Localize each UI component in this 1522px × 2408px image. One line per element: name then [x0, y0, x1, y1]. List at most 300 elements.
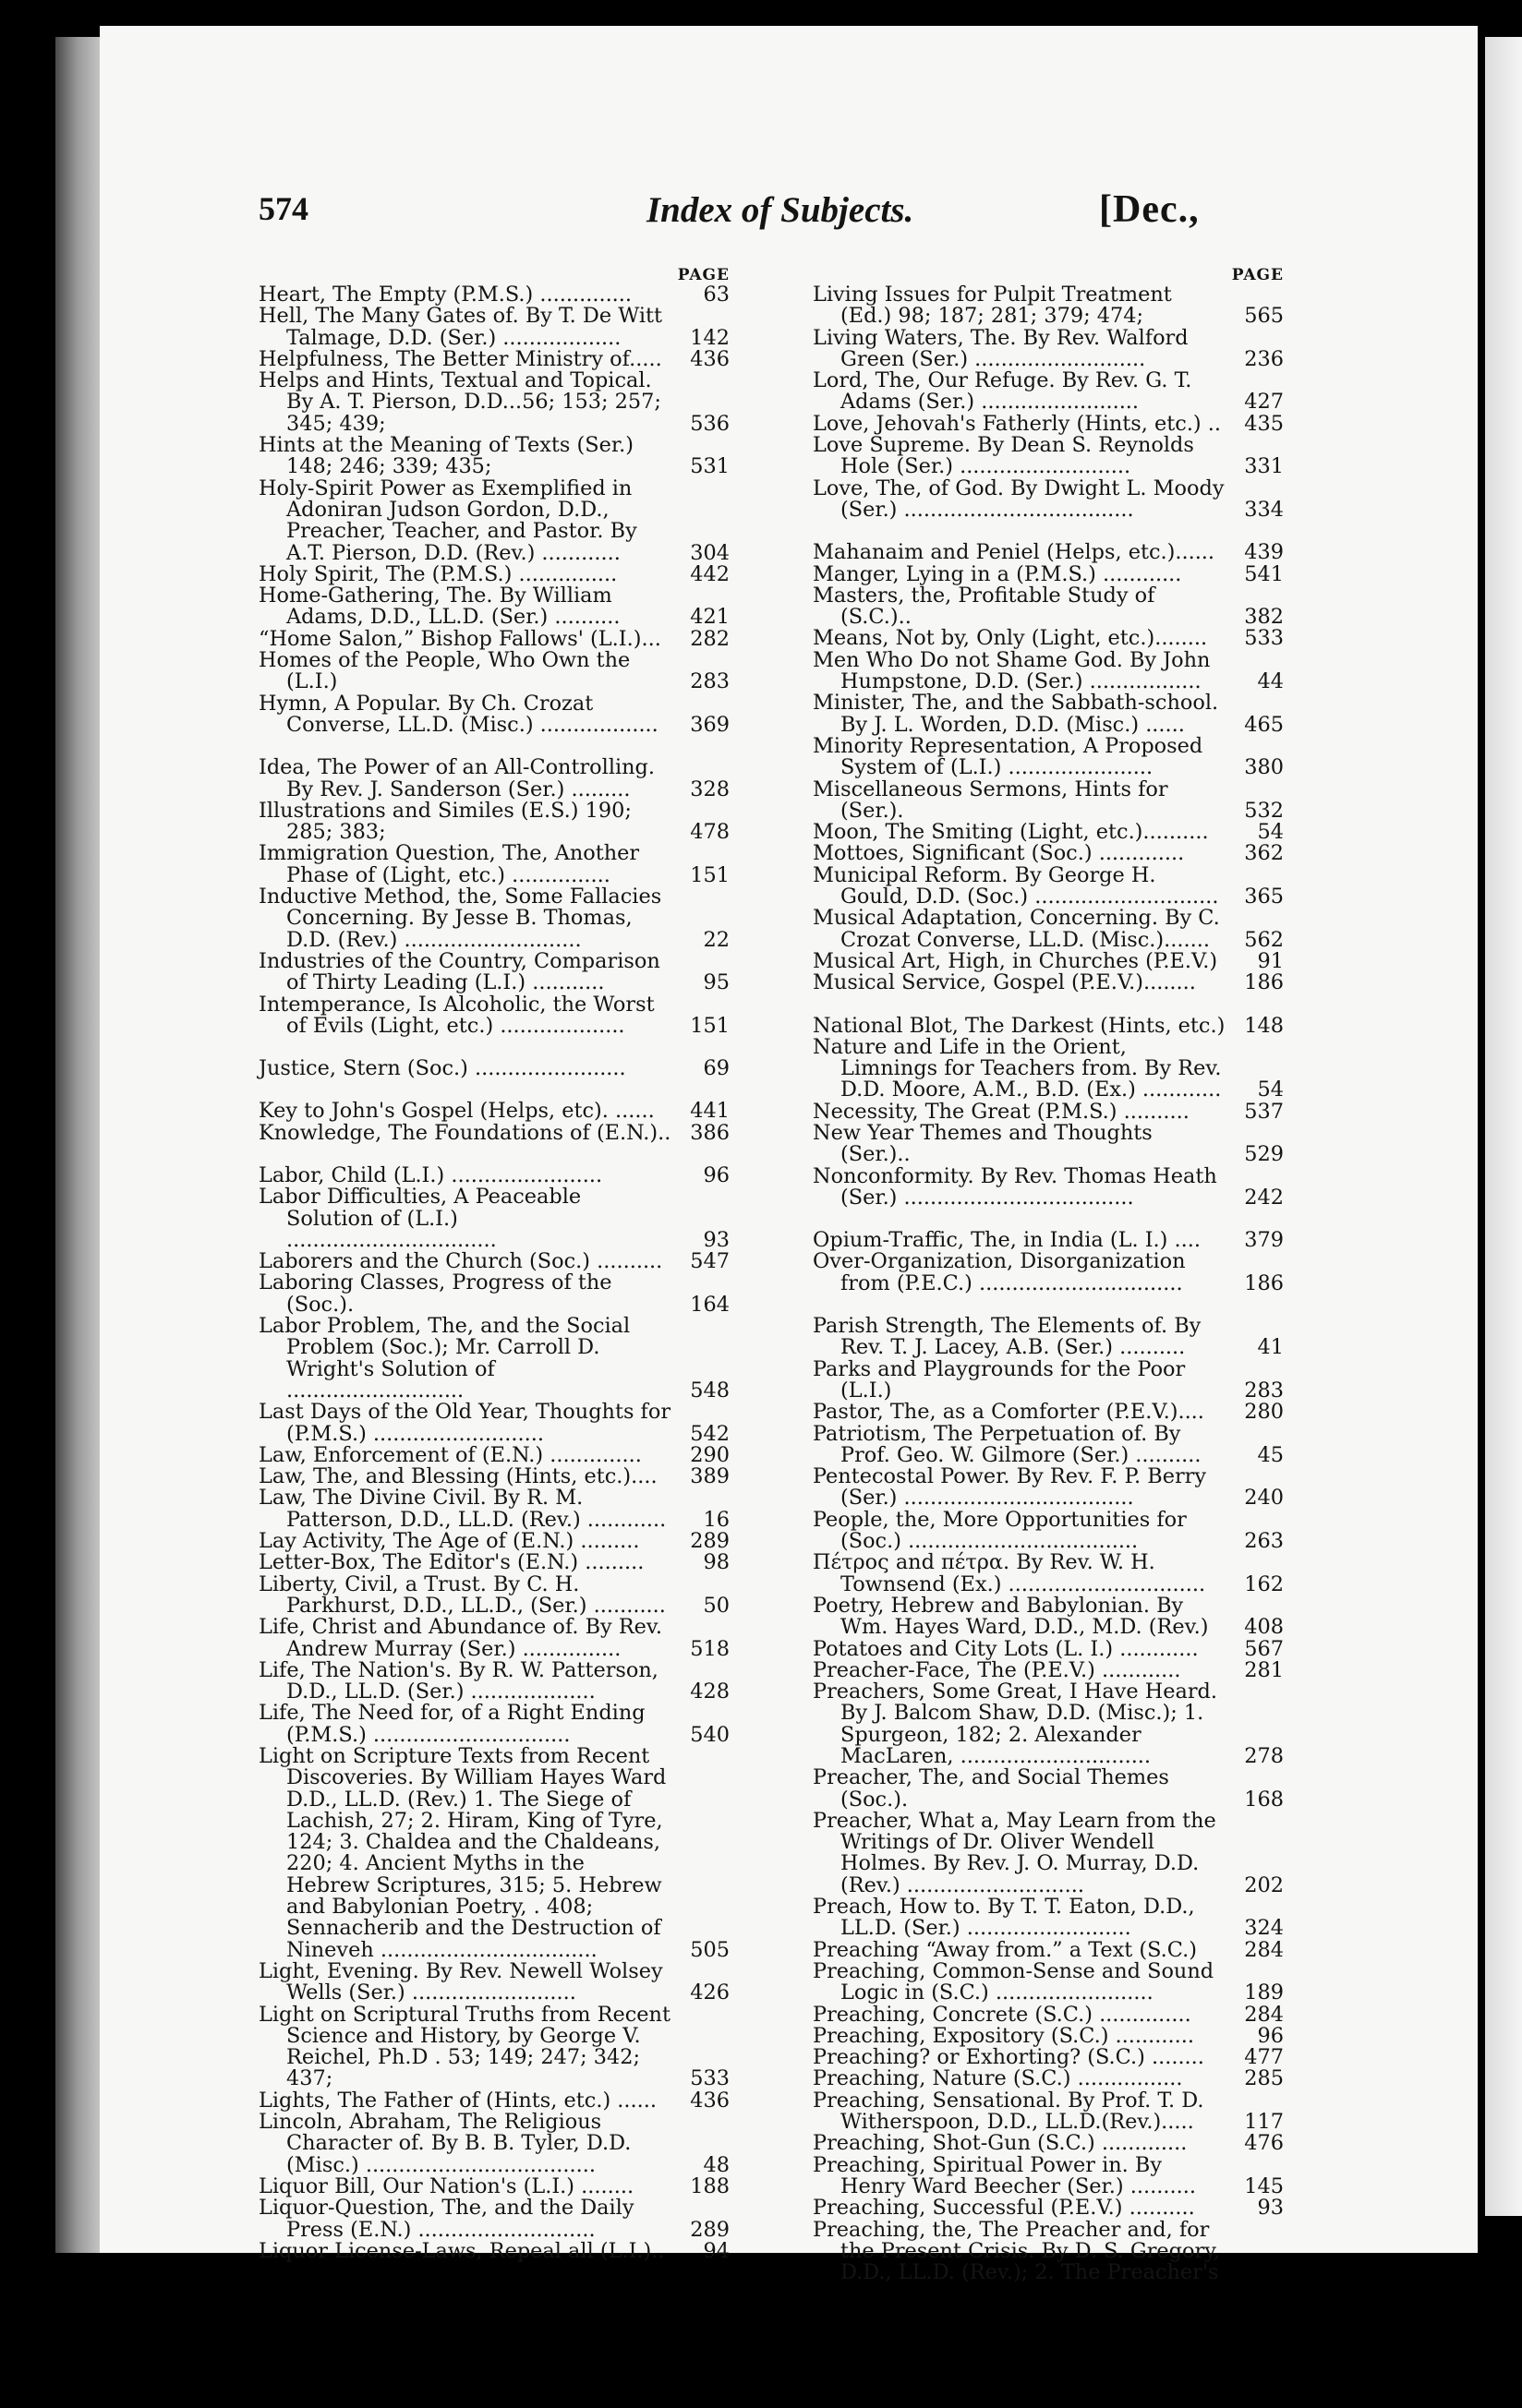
entry-text: Πέτρος and πέτρα. By Rev. W. H. Townsend (Ex.) ..............................	[813, 1550, 1206, 1596]
entry-text: Heart, The Empty (P.M.S.) ..............	[259, 283, 633, 307]
index-column-left	[259, 266, 730, 2262]
index-entry	[259, 798, 730, 845]
index-entry	[813, 435, 1284, 478]
entry-page-number: 408	[1244, 1615, 1284, 1640]
entry-page-number: 289	[690, 1529, 730, 1554]
index-entry	[813, 478, 1284, 522]
entry-page-number: 41	[1257, 1335, 1284, 1360]
entry-page-number: 426	[690, 1981, 730, 2005]
index-entry	[813, 1034, 1284, 1102]
entry-page-number: 282	[690, 626, 730, 651]
entry-text: Preacher-Face, The (P.E.V.) ............	[813, 1657, 1181, 1682]
index-entry	[259, 626, 730, 651]
entry-text: Hymn, A Popular. By Ch. Crozat Converse, LL.D. (Misc.) ..................	[259, 691, 658, 737]
index-entry	[813, 1595, 1284, 1639]
entry-text: Hints at the Meaning of Texts (Ser.) 148; 246; 339; 435;	[259, 433, 634, 479]
entry-page-number: 328	[690, 777, 730, 801]
entry-page-number: 93	[703, 1227, 730, 1252]
entry-page-number: 45	[1257, 1442, 1284, 1467]
entry-page-number: 369	[690, 712, 730, 737]
entry-page-number: 63	[703, 283, 730, 307]
entry-text: Moon, The Smiting (Light, etc.)..........	[813, 820, 1209, 845]
entry-page-number: 304	[690, 540, 730, 565]
entry-page-number: 547	[690, 1249, 730, 1274]
entry-text: Love, Jehovah's Fatherly (Hints, etc.) ..	[813, 411, 1222, 436]
index-entry	[813, 284, 1284, 328]
index-entry	[813, 1896, 1284, 1940]
entry-text: Liquor-Question, The, and the Daily Press (E.N.) ...........................	[259, 2196, 634, 2242]
index-entry	[259, 1571, 730, 1618]
entry-page-number: 284	[1244, 2002, 1284, 2027]
entry-page-number: 91	[1257, 948, 1284, 973]
entry-page-number: 151	[690, 862, 730, 887]
entry-page-number: 331	[1244, 454, 1284, 479]
entry-text: Hell, The Many Gates of. By T. De Witt Talmage, D.D. (Ser.) ..................	[259, 304, 663, 350]
index-entry	[813, 2047, 1284, 2068]
index-entry	[813, 1552, 1284, 1595]
entry-page-number: 439	[1244, 540, 1284, 565]
index-entry	[259, 1746, 730, 1961]
entry-text: Preaching, Shot-Gun (S.C.) .............	[813, 2131, 1188, 2156]
entry-page-number: 278	[1244, 1744, 1284, 1768]
entry-page-number: 477	[1244, 2045, 1284, 2070]
index-entry	[813, 2217, 1284, 2285]
section-gap	[813, 1294, 1284, 1316]
entry-text: Justice, Stern (Soc.) .......................	[259, 1056, 626, 1081]
entry-page-number: 565	[1244, 304, 1284, 329]
entry-page-number: 436	[690, 346, 730, 371]
entry-page-number: 536	[690, 411, 730, 436]
index-entry	[813, 2197, 1284, 2219]
entry-text: Labor Difficulties, A Peaceable Solution of (L.I.) ................................	[259, 1185, 582, 1252]
index-entry	[813, 1466, 1284, 1510]
entry-text: Preacher, What a, May Learn from the Writings of Dr. Oliver Wendell Holmes. By Rev. J. O. Murray, D.D. (Rev.) ...........................	[813, 1808, 1216, 1897]
index-entry	[813, 2133, 1284, 2154]
entry-text: Holy-Spirit Power as Exemplified in Adoniran Judson Gordon, D.D., Preacher, Teacher, and Pastor. By A.T. Pierson, D.D. (Rev.) ............	[259, 476, 637, 565]
index-entry	[813, 411, 1284, 436]
index-entry	[813, 1316, 1284, 1359]
index-entry	[259, 1316, 730, 1402]
entry-text: Minority Representation, A Proposed System of (L.I.) ......................	[813, 733, 1203, 780]
entry-text: Preachers, Some Great, I Have Heard. By J. Balcom Shaw, D.D. (Misc.); 1. Spurgeon, 182; 2. Alexander MacLaren, .............................	[813, 1680, 1217, 1768]
index-entry	[259, 994, 730, 1038]
entry-text: Light on Scriptural Truths from Recent Science and History, by George V. Reichel, Ph.D . 53; 149; 247; 342; 437;	[259, 2002, 670, 2091]
entry-text: Lights, The Father of (Hints, etc.) ......	[259, 2088, 657, 2113]
section-gap	[813, 1209, 1284, 1230]
index-entry	[259, 370, 730, 435]
entry-text: Knowledge, The Foundations of (E.N.)..	[259, 1120, 671, 1145]
index-entry	[813, 1636, 1284, 1661]
entry-text: Preaching, Concrete (S.C.) ..............	[813, 2002, 1191, 2027]
entry-text: Home-Gathering, The. By William Adams, D.D., LL.D. (Ser.) ..........	[259, 584, 621, 630]
index-entry	[813, 585, 1284, 629]
section-gap	[813, 521, 1284, 542]
entry-text: Laborers and the Church (Soc.) ..........	[259, 1249, 663, 1274]
entry-page-number: 541	[1244, 561, 1284, 586]
entry-page-number: 379	[1244, 1228, 1284, 1253]
entry-text: Inductive Method, the, Some Fallacies Concerning. By Jesse B. Thomas, D.D. (Rev.) ...........................	[259, 885, 662, 952]
entry-text: Illustrations and Similes (E.S.) 190; 285; 383;	[259, 798, 632, 845]
entry-text: Pastor, The, as a Comforter (P.E.V.)....	[813, 1400, 1204, 1425]
entry-text: Intemperance, Is Alcoholic, the Worst of Evils (Light, etc.) ...................	[259, 992, 655, 1038]
entry-page-number: 421	[690, 605, 730, 630]
entry-text: Masters, the, Profitable Study of (S.C.)..	[813, 583, 1155, 630]
entry-text: Preaching, Successful (P.E.V.) ..........	[813, 2196, 1195, 2221]
entry-page-number: 188	[690, 2173, 730, 2198]
entry-text: Living Waters, The. By Rev. Walford Green (Ser.) ..........................	[813, 325, 1189, 371]
entry-text: Mottoes, Significant (Soc.) .............	[813, 841, 1185, 866]
page-column-label: PAGE	[677, 266, 730, 284]
entry-text: Last Days of the Old Year, Thoughts for (P.M.S.) ..........................	[259, 1400, 671, 1446]
index-entry	[259, 2238, 730, 2263]
entry-text: Lay Activity, The Age of (E.N.) .........	[259, 1529, 640, 1554]
entry-page-number: 532	[1244, 798, 1284, 823]
index-entry	[813, 1937, 1284, 1962]
entry-page-number: 567	[1244, 1636, 1284, 1661]
entry-page-number: 186	[1244, 970, 1284, 995]
entry-text: Preaching “Away from.” a Text (S.C.)	[813, 1937, 1197, 1962]
index-entry	[813, 1808, 1284, 1897]
index-entry	[813, 1099, 1284, 1124]
entry-text: Homes of the People, Who Own the (L.I.)	[259, 648, 631, 694]
entry-page-number: 281	[1244, 1657, 1284, 1682]
index-entry	[259, 1120, 730, 1145]
entry-text: Municipal Reform. By George H. Gould, D.D. (Soc.) ............................	[813, 862, 1219, 909]
index-entry	[813, 1230, 1284, 1251]
index-entry	[259, 693, 730, 737]
index-entry	[259, 1531, 730, 1552]
index-entry	[259, 306, 730, 349]
page-title: Index of Subjects.	[646, 190, 914, 230]
entry-text: Light, Evening. By Rev. Newell Wolsey Wells (Ser.) .........................	[259, 1958, 663, 2005]
entry-text: Miscellaneous Sermons, Hints for (Ser.).	[813, 777, 1168, 823]
entry-page-number: 162	[1244, 1571, 1284, 1596]
index-entry	[259, 1466, 730, 1487]
entry-page-number: 145	[1244, 2173, 1284, 2198]
entry-page-number: 54	[1257, 820, 1284, 845]
entry-page-number: 289	[690, 2217, 730, 2242]
index-entry	[813, 1013, 1284, 1038]
entry-text: Love Supreme. By Dean S. Reynolds Hole (Ser.) ..........................	[813, 433, 1194, 479]
entry-page-number: 362	[1244, 841, 1284, 866]
entry-text: Helps and Hints, Textual and Topical. By A. T. Pierson, D.D...56; 153; 257; 345; 439;	[259, 368, 661, 436]
page-column-label: PAGE	[1231, 266, 1284, 284]
entry-page-number: 189	[1244, 1981, 1284, 2005]
entry-page-number: 117	[1244, 2110, 1284, 2135]
index-entry	[813, 542, 1284, 563]
entry-text: Preaching, Nature (S.C.) ................	[813, 2066, 1183, 2091]
entry-page-number: 186	[1244, 1270, 1284, 1295]
entry-text: Letter-Box, The Editor's (E.N.) .........	[259, 1550, 645, 1575]
index-entry	[259, 1617, 730, 1660]
page-number: 574	[259, 190, 308, 227]
entry-text: Pentecostal Power. By Rev. F. P. Berry (Ser.) ...................................	[813, 1464, 1207, 1511]
index-entry	[813, 908, 1284, 951]
index-entry	[813, 822, 1284, 843]
entry-text: Love, The, of God. By Dwight L. Moody (Ser.) ...................................	[813, 476, 1225, 522]
section-gap	[259, 736, 730, 757]
entry-text: Lincoln, Abraham, The Religious Character of. By B. B. Tyler, D.D. (Misc.) ...................................	[259, 2110, 632, 2177]
index-entry	[813, 561, 1284, 586]
entry-page-number: 427	[1244, 390, 1284, 415]
entry-text: Liquor Bill, Our Nation's (L.I.) ........	[259, 2173, 634, 2198]
entry-text: Mahanaim and Peniel (Helps, etc.)......	[813, 540, 1215, 565]
index-entry	[813, 1356, 1284, 1403]
entry-text: Poetry, Hebrew and Babylonian. By Wm. Hayes Ward, D.D., M.D. (Rev.)	[813, 1593, 1209, 1640]
index-entry	[259, 284, 730, 306]
entry-text: Helpfulness, The Better Ministry of.....	[259, 346, 662, 371]
entry-text: Living Issues for Pulpit Treatment (Ed.) 98; 187; 281; 379; 474;	[813, 283, 1172, 329]
index-entry	[813, 2068, 1284, 2089]
index-entry	[813, 1681, 1284, 1767]
entry-text: Lord, The, Our Refuge. By Rev. G. T. Adams (Ser.) ........................	[813, 368, 1192, 415]
index-entry	[259, 948, 730, 995]
index-entry	[813, 733, 1284, 780]
index-entry	[259, 478, 730, 564]
index-entry	[259, 2173, 730, 2198]
entry-text: Law, The Divine Civil. By R. M. Patterson, D.D., LL.D. (Rev.) ............	[259, 1486, 667, 1532]
entry-page-number: 54	[1257, 1078, 1284, 1102]
entry-text: Preacher, The, and Social Themes (Soc.).	[813, 1765, 1169, 1812]
index-entry	[813, 628, 1284, 649]
entry-page-number: 93	[1257, 2196, 1284, 2221]
section-gap	[259, 1079, 730, 1101]
index-entry	[259, 650, 730, 693]
entry-text: Over-Organization, Disorganization from (P.E.C.) ...............................	[813, 1249, 1186, 1295]
index-entry	[813, 647, 1284, 694]
entry-page-number: 382	[1244, 605, 1284, 630]
entry-page-number: 537	[1244, 1099, 1284, 1124]
index-entry	[259, 1703, 730, 1746]
entry-text: Holy Spirit, The (P.M.S.) ...............	[259, 561, 618, 586]
entry-text: Liberty, Civil, a Trust. By C. H. Parkhurst, D.D., LL.D., (Ser.) ...........	[259, 1571, 666, 1618]
entry-page-number: 263	[1244, 1529, 1284, 1554]
entry-text: Liquor License-Laws, Repeal all (L.I.)..	[259, 2238, 665, 2263]
entry-page-number: 284	[1244, 1937, 1284, 1962]
entry-page-number: 96	[703, 1162, 730, 1187]
index-entry	[813, 2023, 1284, 2048]
entry-page-number: 96	[1257, 2023, 1284, 2048]
entry-text: Idea, The Power of an All-Controlling. By Rev. J. Sanderson (Ser.) .........	[259, 755, 656, 801]
entry-text: Preaching, Sensational. By Prof. T. D. Witherspoon, D.D., LL.D.(Rev.).....	[813, 2088, 1204, 2135]
index-entry	[259, 435, 730, 478]
entry-page-number: 48	[703, 2152, 730, 2177]
index-entry	[259, 585, 730, 629]
index-entry	[813, 1657, 1284, 1682]
index-entry	[259, 1162, 730, 1187]
entry-page-number: 548	[690, 1378, 730, 1403]
entry-text: Labor Problem, The, and the Social Problem (Soc.); Mr. Carroll D. Wright's Solution of ...........................	[259, 1314, 631, 1403]
entry-page-number: 542	[690, 1421, 730, 1446]
entry-text: People, the, More Opportunities for (Soc.) ...................................	[813, 1507, 1187, 1554]
entry-page-number: 16	[703, 1507, 730, 1532]
entry-page-number: 151	[690, 1013, 730, 1038]
index-entry	[813, 862, 1284, 909]
entry-page-number: 533	[690, 2066, 730, 2091]
entry-text: Men Who Do not Shame God. By John Humpstone, D.D. (Ser.) .................	[813, 647, 1211, 694]
entry-page-number: 94	[703, 2238, 730, 2263]
entry-page-number: 389	[690, 1464, 730, 1489]
index-entry	[259, 1272, 730, 1316]
entry-page-number: 380	[1244, 755, 1284, 780]
entry-page-number: 285	[1244, 2066, 1284, 2091]
index-entry	[813, 1421, 1284, 1467]
index-entry	[813, 692, 1284, 736]
index-entry	[259, 757, 730, 801]
index-entry	[813, 1402, 1284, 1423]
index-entry	[813, 1507, 1284, 1554]
index-entry	[813, 1163, 1284, 1210]
entry-text: Patriotism, The Perpetuation of. By Prof. Geo. W. Gilmore (Ser.) ..........	[813, 1421, 1202, 1467]
index-entry	[259, 1402, 730, 1445]
entry-text: “Home Salon,” Bishop Fallows' (L.I.)...	[259, 626, 661, 651]
entry-text: Preaching? or Exhorting? (S.C.) ........	[813, 2045, 1204, 2070]
index-column-right	[813, 266, 1284, 2283]
entry-text: Laboring Classes, Progress of the (Soc.).	[259, 1270, 612, 1317]
entry-page-number: 236	[1244, 346, 1284, 371]
entry-text: Musical Art, High, in Churches (P.E.V.)	[813, 948, 1218, 973]
entry-page-number: 435	[1244, 411, 1284, 436]
entry-page-number: 324	[1244, 1916, 1284, 1941]
index-entry	[813, 1251, 1284, 1294]
entry-text: Preaching, the, The Preacher and, for the Present Crisis. By D. S. Gregory, D.D., LL.D. (Rev.); 2. The Preacher's	[813, 2217, 1220, 2285]
entry-page-number: 436	[690, 2088, 730, 2113]
index-entry	[259, 561, 730, 586]
index-entry	[813, 370, 1284, 414]
index-entry	[259, 1442, 730, 1467]
entry-page-number: 518	[690, 1636, 730, 1661]
entry-text: Preach, How to. By T. T. Eaton, D.D., LL.D. (Ser.) .........................	[813, 1895, 1195, 1941]
index-entry	[813, 325, 1284, 371]
entry-text: Minister, The, and the Sabbath-school. By J. L. Worden, D.D. (Misc.) ......	[813, 691, 1219, 737]
entry-page-number: 283	[1244, 1378, 1284, 1403]
entry-text: Preaching, Common-Sense and Sound Logic in (S.C.) ........................	[813, 1958, 1214, 2005]
entry-page-number: 533	[1244, 626, 1284, 651]
entry-text: Preaching, Spiritual Power in. By Henry Ward Beecher (Ser.) ..........	[813, 2152, 1196, 2198]
entry-page-number: 365	[1244, 885, 1284, 909]
entry-page-number: 280	[1244, 1400, 1284, 1425]
index-entry	[259, 2090, 730, 2112]
entry-text: Nature and Life in the Orient, Limnings for Teachers from. By Rev. D.D. Moore, A.M., B.D. (Ex.) ............	[813, 1034, 1222, 1102]
entry-page-number: 242	[1244, 1185, 1284, 1210]
entry-text: Opium-Traffic, The, in India (L. I.) ....	[813, 1228, 1201, 1253]
entry-page-number: 202	[1244, 1872, 1284, 1897]
entry-text: Manger, Lying in a (P.M.S.) ............	[813, 561, 1182, 586]
index-entry	[259, 1058, 730, 1079]
entry-text: Parks and Playgrounds for the Poor (L.I.)	[813, 1356, 1186, 1403]
index-entry	[259, 2112, 730, 2176]
page-header	[259, 189, 1367, 245]
index-entry	[813, 2152, 1284, 2198]
index-entry	[259, 2197, 730, 2241]
entry-page-number: 428	[690, 1680, 730, 1704]
index-entry	[259, 843, 730, 886]
index-entry	[259, 1186, 730, 1251]
section-gap	[813, 994, 1284, 1016]
entry-page-number: 44	[1257, 669, 1284, 694]
index-entry	[259, 1552, 730, 1573]
entry-page-number: 240	[1244, 1486, 1284, 1511]
entry-text: Immigration Question, The, Another Phase of (Light, etc.) ...............	[259, 841, 640, 887]
index-entry	[259, 886, 730, 951]
index-entry	[813, 1120, 1284, 1167]
section-gap	[259, 1037, 730, 1058]
index-entry	[259, 346, 730, 371]
entry-page-number: 540	[690, 1722, 730, 1747]
entry-page-number: 50	[703, 1593, 730, 1618]
index-entry	[813, 972, 1284, 993]
entry-page-number: 529	[1244, 1142, 1284, 1167]
entry-page-number: 98	[703, 1550, 730, 1575]
entry-page-number: 283	[690, 669, 730, 694]
index-entry	[259, 2002, 730, 2091]
entry-text: Potatoes and City Lots (L. I.) ............	[813, 1636, 1199, 1661]
index-entry	[813, 1767, 1284, 1811]
index-entry	[813, 2090, 1284, 2134]
entry-text: Law, The, and Blessing (Hints, etc.)....	[259, 1464, 658, 1489]
index-entry	[259, 1487, 730, 1531]
index-entry	[259, 1657, 730, 1704]
entry-page-number: 22	[703, 927, 730, 952]
entry-page-number: 168	[1244, 1787, 1284, 1812]
index-entry	[813, 1958, 1284, 2005]
entry-text: Musical Service, Gospel (P.E.V.)........	[813, 970, 1196, 995]
entry-text: Preaching, Expository (S.C.) ............	[813, 2023, 1194, 2048]
entry-page-number: 476	[1244, 2131, 1284, 2156]
entry-page-number: 531	[690, 454, 730, 479]
entry-text: National Blot, The Darkest (Hints, etc.)	[813, 1013, 1226, 1038]
entry-page-number: 69	[703, 1056, 730, 1081]
entry-text: New Year Themes and Thoughts (Ser.)..	[813, 1120, 1153, 1167]
entry-page-number: 465	[1244, 712, 1284, 737]
entry-page-number: 148	[1244, 1013, 1284, 1038]
section-gap	[259, 1144, 730, 1165]
entry-text: Musical Adaptation, Concerning. By C. Crozat Converse, LL.D. (Misc.).......	[813, 906, 1220, 952]
entry-text: Light on Scripture Texts from Recent Discoveries. By William Hayes Ward D.D., LL.D. (Rev.) 1. The Siege of Lachish, 27; 2. Hiram, King of Tyre, 124; 3. Chaldea and the Chaldeans, 220; 4. Ancient Myths in the Hebrew Scriptures, 315; 5. Hebrew and Babylonian Poetry, . 408; Sennacherib and the Destruction of Nineveh .................................	[259, 1744, 667, 1962]
entry-page-number: 442	[690, 561, 730, 586]
entry-page-number: 334	[1244, 497, 1284, 522]
entry-text: Life, The Nation's. By R. W. Patterson, D.D., LL.D. (Ser.) ...................	[259, 1657, 658, 1704]
entry-text: Life, The Need for, of a Right Ending (P.M.S.) ..............................	[259, 1701, 646, 1747]
index-entry	[813, 779, 1284, 823]
index-entry	[259, 1958, 730, 2005]
entry-text: Parish Strength, The Elements of. By Rev. T. J. Lacey, A.B. (Ser.) ..........	[813, 1314, 1202, 1360]
entry-text: Means, Not by, Only (Light, etc.)........	[813, 626, 1208, 651]
entry-page-number: 164	[690, 1292, 730, 1317]
running-month: [Dec.,	[1099, 188, 1200, 231]
index-entry	[259, 1101, 730, 1122]
index-entry	[813, 2002, 1284, 2027]
entry-page-number: 505	[690, 1937, 730, 1962]
next-page-edge	[1485, 37, 1522, 2216]
entry-page-number: 478	[690, 820, 730, 845]
entry-text: Key to John's Gospel (Helps, etc). ......	[259, 1099, 655, 1124]
index-entry	[259, 1251, 730, 1272]
entry-page-number: 142	[690, 325, 730, 350]
entry-page-number: 562	[1244, 927, 1284, 952]
entry-text: Industries of the Country, Comparison of Thirty Leading (L.I.) ...........	[259, 948, 660, 995]
entry-page-number: 441	[690, 1099, 730, 1124]
entry-text: Life, Christ and Abundance of. By Rev. Andrew Murray (Ser.) ...............	[259, 1615, 663, 1661]
entry-page-number: 95	[703, 970, 730, 995]
entry-text: Necessity, The Great (P.M.S.) ..........	[813, 1099, 1190, 1124]
entry-text: Labor, Child (L.I.) .......................	[259, 1162, 603, 1187]
entry-page-number: 290	[690, 1442, 730, 1467]
index-entry	[813, 948, 1284, 973]
entry-text: Law, Enforcement of (E.N.) ..............	[259, 1442, 642, 1467]
entry-page-number: 386	[690, 1120, 730, 1145]
index-entry	[813, 843, 1284, 864]
